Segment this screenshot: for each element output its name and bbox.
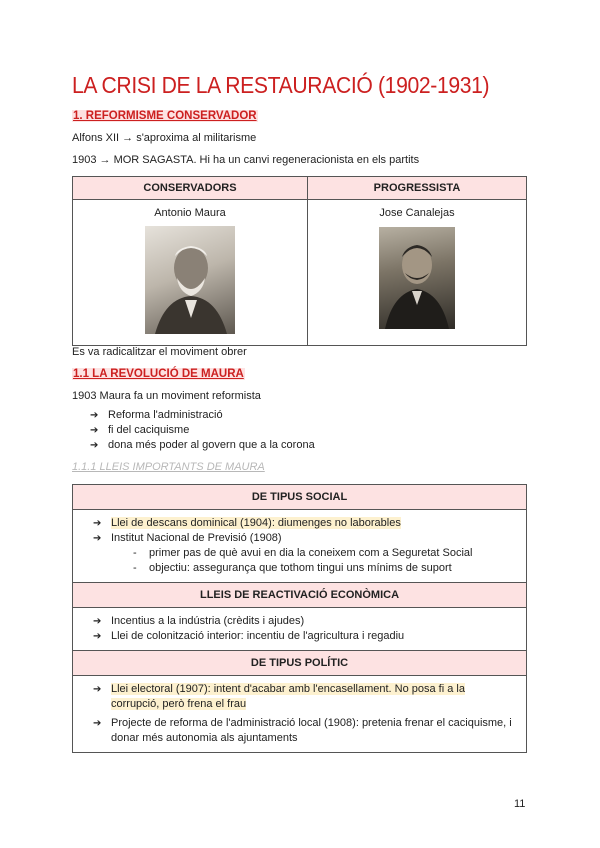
- header-conservadors: CONSERVADORS: [73, 177, 308, 200]
- text-radicalitzar: Es va radicalitzar el moviment obrer: [72, 346, 247, 358]
- cell-canalejas: [307, 200, 526, 346]
- arrow-icon: ➔: [93, 718, 102, 729]
- person-maura-name: Antonio Maura: [154, 207, 226, 219]
- law-item: ➔ Institut Nacional de Previsió (1908): [93, 532, 282, 544]
- arrow-icon: ➔: [90, 410, 99, 421]
- arrow-icon: ➔: [93, 616, 102, 627]
- section-heading-lleis: 1.1.1 LLEIS IMPORTANTS DE MAURA: [72, 461, 265, 473]
- header-reactivacio-economica: LLEIS DE REACTIVACIÓ ECONÒMICA: [73, 583, 527, 608]
- text-sagasta: 1903 → MOR SAGASTA. Hi ha un canvi regeneracionista en els partits: [72, 154, 420, 166]
- law-item: ➔ Incentius a la indústria (crèdits i ajudes): [93, 615, 305, 627]
- person-canalejas-name: Jose Canalejas: [379, 207, 455, 219]
- law-item: ➔ Llei de colonització interior: incentiu de l'agricultura i regadiu: [93, 630, 405, 642]
- page-number: 11: [514, 798, 526, 810]
- header-tipus-social: DE TIPUS SOCIAL: [73, 485, 527, 510]
- law-item: ➔ Projecte de reforma de l'administració local (1908): pretenia frenar el caciquisme, i donar més autonomia als ajuntaments: [93, 717, 512, 744]
- cell-maura: [73, 200, 308, 346]
- list-item: ➔ dona més poder al govern que a la corona: [90, 439, 315, 451]
- portrait-maura: [145, 226, 235, 334]
- cell-social: [73, 510, 527, 583]
- section-heading-reformisme: 1. REFORMISME CONSERVADOR: [73, 110, 257, 122]
- arrow-icon: ➔: [90, 425, 99, 436]
- cell-economic: [73, 608, 527, 651]
- section-heading-revolucio: 1.1 LA REVOLUCIÓ DE MAURA: [73, 368, 244, 380]
- law-item: ➔ Llei electoral (1907): intent d'acabar amb l'encasellament. No posa fi a la corrupció, però frena el frau: [93, 683, 465, 710]
- page-title: LA CRISI DE LA RESTAURACIÓ (1902-1931): [72, 72, 490, 98]
- arrow-icon: ➔: [93, 533, 102, 544]
- text-maura-reformista: 1903 Maura fa un moviment reformista: [72, 390, 261, 402]
- list-item: ➔ fi del caciquisme: [90, 424, 190, 436]
- laws-table: [72, 484, 527, 753]
- reform-list: [90, 408, 315, 453]
- law-item: ➔ Llei de descans dominical (1904): diumenges no laborables: [93, 517, 401, 529]
- header-progressista: PROGRESSISTA: [307, 177, 526, 200]
- portrait-canalejas: [379, 227, 455, 329]
- text-alfons: Alfons XII → s'aproxima al militarisme: [72, 132, 257, 144]
- arrow-icon: ➔: [93, 518, 102, 529]
- arrow-icon: ➔: [93, 631, 102, 642]
- header-tipus-politic: DE TIPUS POLÍTIC: [73, 651, 527, 676]
- law-subitem: - primer pas de què avui en dia la coneixem com a Seguretat Social: [133, 547, 473, 559]
- list-item: ➔ Reforma l'administració: [90, 409, 223, 421]
- arrow-icon: ➔: [93, 684, 102, 695]
- arrow-icon: ➔: [90, 440, 99, 451]
- parties-table: [72, 176, 527, 346]
- cell-political: [73, 676, 527, 753]
- law-subitem: - objectiu: assegurança que tothom tingui uns mínims de suport: [133, 562, 452, 574]
